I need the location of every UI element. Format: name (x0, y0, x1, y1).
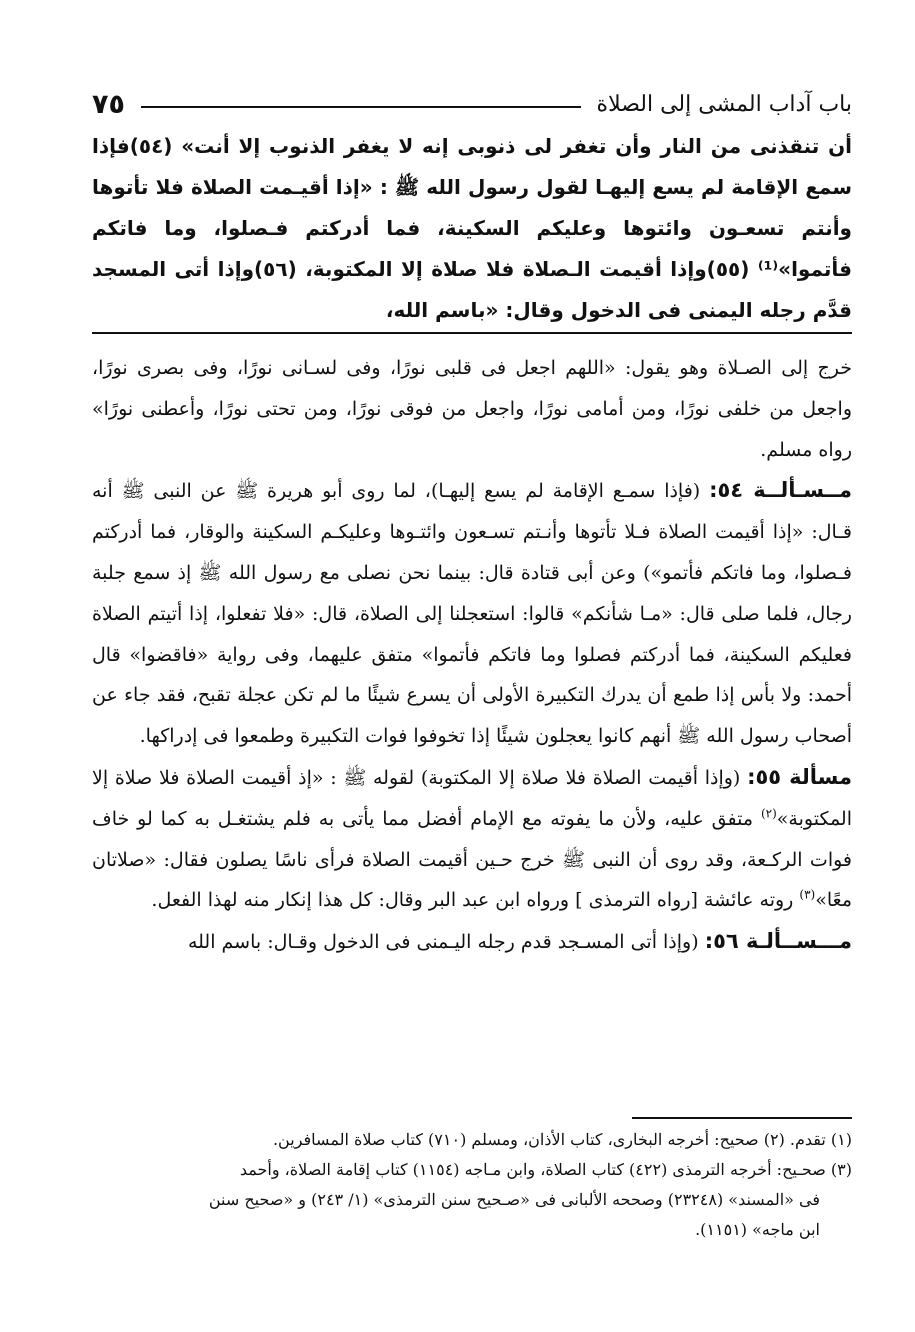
masala-55-text-b: متفق عليه، ولأن ما يفوته مع الإمام أفضل مما يأتى به فلم يشتغـل به كما لو خاف فوات الركـعة، وقد روى أن النبى ﷺ خرج حـين أقيمت الصلاة فرأى ناسًا يصلون فقال: «صلاتان معًا» (92, 807, 852, 912)
footnote-1-2: (١) تقدم. (٢) صحيح: أخرجه البخارى، كتاب الأذان، ومسلم (٧١٠) كتاب صلاة المسافرين. (272, 1130, 852, 1149)
header-rule (141, 106, 581, 108)
commentary-intro: خرج إلى الصـلاة وهو يقول: «اللهم اجعل فى قلبى نورًا، وفى لسـانى نورًا، وفى بصرى نورًا، واجعل من خلفى نورًا، ومن أمامى نورًا، واجعل من فوقى نورًا، ومن تحتى نورًا، وأعطنى نورًا» رواه مسلم. (92, 357, 852, 461)
masala-55-label: مسألة (789, 764, 852, 789)
footnotes (92, 1125, 852, 1245)
footnote-ref-3: (٣) (799, 888, 816, 903)
masala-56 (92, 921, 852, 963)
matn-text (92, 126, 852, 331)
masala-56-number: ٥٦: (704, 929, 739, 954)
masala-55-number: ٥٥: (747, 764, 782, 789)
masala-54-heading (709, 478, 852, 502)
footnote-divider (632, 1117, 852, 1119)
running-header (92, 84, 852, 124)
masala-54 (92, 470, 852, 757)
matn-divider (92, 332, 852, 334)
masala-55-text-c: روته عائشة [رواه الترمذى ] ورواه ابن عبد البر وقال: كل هذا إنكار منه لهذا الفعل. (151, 889, 800, 912)
masala-55 (92, 757, 852, 921)
footnote-ref-2: (٢) (760, 806, 777, 821)
footnote-3-line-2: فى «المسند» (٢٣٢٤٨) وصححه الألبانى فى «صـحيح سنن الترمذى» (١/ ٢٤٣) و «صحيح سنن (208, 1190, 820, 1209)
masala-56-text: (وإذا أتى المسـجد قدم رجله اليـمنى فى الدخول وقـال: باسم الله (187, 931, 705, 954)
page-number: ٧٥ (92, 88, 125, 120)
masala-56-label: مـــســألـة (746, 929, 852, 954)
footnote-3-line-1: (٣) صحـيح: أخرجه الترمذى (٤٢٢) كتاب الصلاة، وابن مـاجه (١١٥٤) كتاب إقامة الصلاة، وأحمد (239, 1160, 852, 1179)
chapter-title: باب آداب المشى إلى الصلاة (596, 91, 852, 117)
masala-54-label: مــسـألــة (753, 478, 852, 503)
commentary (92, 348, 852, 963)
footnote-3-line-3: ابن ماجه» (١١٥١). (695, 1220, 820, 1239)
masala-55-heading (747, 765, 852, 789)
masala-56-heading (705, 929, 852, 953)
masala-54-number: ٥٤: (709, 478, 744, 503)
matn-paragraph: أن تنقذنى من النار وأن تغفر لى ذنوبى إنه لا يغفر الذنوب إلا أنت» (٥٤)فإذا سمع الإقامة لم يسع إليهـا لقول رسول الله ﷺ : «إذا أقيـمت الصلاة فلا تأتوها وأنتم تسعـون وائتوها وعليكم السكينة، فما أدركتم فـصلوا، وما فاتكم فأتموا»⁽¹⁾ (٥٥)وإذا أقيمت الـصلاة فلا صلاة إلا المكتوبة، (٥٦)وإذا أتى المسجد قدَّم رجله اليمنى فى الدخول وقال: «باسم الله، (92, 134, 852, 322)
masala-54-text: (فإذا سمـع الإقامة لم يسع إليهـا)، لما روى أبو هريرة ﷺ عن النبى ﷺ أنه قـال: «إذا أقيمت الصلاة فـلا تأتوها وأنـتم تسـعون وائتـوها وعليكـم السكينة والوقار، فما أدركتم فـصلوا، وما فاتكم فأتمو») وعن أبى قتادة قال: بينما نحن نصلى مع رسول الله ﷺ إذ سمع جلبة رجال، فلما صلى قال: «مـا شأنكم» قالوا: استعجلنا إلى الصلاة، قال: «فلا تفعلوا، إذا أتيتم الصلاة فعليكم السكينة، فما أدركتم فصلوا وما فاتكم فأتموا» متفق عليهما، وفى رواية «فاقضوا» قال أحمد: ولا بأس إذا طمع أن يدرك التكبيرة الأولى أن يسرع شيئًا ما لم تكن عجلة تقبح، فقد جاء عن أصحاب رسول الله ﷺ أنهم كانوا يعجلون شيئًا إذا تخوفوا فوات التكبيرة وطمعوا فى إدراكها. (92, 480, 852, 748)
masala-55-text-a: (وإذا أقيمت الصلاة فلا صلاة إلا المكتوبة) لقوله ﷺ : «إذ أقيمت الصلاة فلا صلاة إلا المكتوبة» (92, 766, 852, 830)
